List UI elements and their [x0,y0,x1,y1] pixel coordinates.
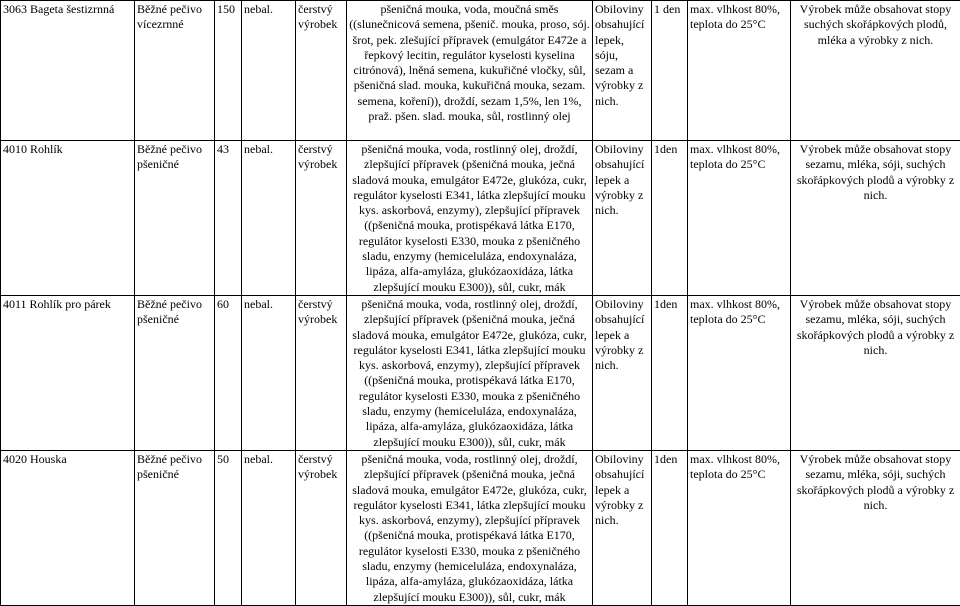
product-allergens: Obiloviny obsahující lepek a výrobky z nich. [593,451,652,606]
product-type: čerstvý výrobek [296,141,347,296]
product-shelf-life: 1den [652,141,688,296]
product-packaging: nebal. [242,451,296,606]
table-row [1,141,960,296]
table-row [1,451,960,606]
product-allergens: Obiloviny obsahující lepek a výrobky z nich. [593,141,652,296]
product-weight: 60 [215,296,242,451]
product-shelf-life: 1den [652,296,688,451]
product-may-contain: Výrobek může obsahovat stopy sezamu, mléka, sóji, suchých skořápkových plodů a výrobky z nich. [791,141,960,296]
product-category: Běžné pečivo pšeničné [135,141,215,296]
product-category: Běžné pečivo pšeničné [135,296,215,451]
product-weight: 43 [215,141,242,296]
product-code-name: 4020 Houska [1,451,135,606]
product-code-name: 4011 Rohlík pro párek [1,296,135,451]
product-composition: pšeničná mouka, voda, moučná směs ((slunečnicová semena, pšenič. mouka, proso, sój. šrot, pek. zlešující přípravek (emulgátor E472e a řepkový lecitin, regulátor kyselosti kyselina citrónová), lněná semena, kukuřičné vločky, sůl, pšeničná slad. mouka, kukuřičná mouka, sezam. semena, koření)), droždí, sezam 1,5%, len 1%, praž. pšen. slad. mouka, sůl, rostlinný olej [347,1,593,141]
product-category: Běžné pečivo vícezrnné [135,1,215,141]
product-composition: pšeničná mouka, voda, rostlinný olej, droždí, zlepšující přípravek (pšeničná mouka, ječná sladová mouka, emulgátor E472e, glukóza, cukr, regulátor kyselosti E341, látka zlepšující mouku kys. askorbová, enzymy), zlepšující přípravek ((pšeničná mouka, protispékavá látka E170, regulátor kyselosti E330, mouka z pšeničného sladu, enzymy (hemiceluláza, endoxynaláza, lipáza, alfa-amyláza, glukózaoxidáza, látka zlepšující mouku E300)), sůl, cukr, mák [347,451,593,606]
product-weight: 150 [215,1,242,141]
product-weight: 50 [215,451,242,606]
table-row [1,296,960,451]
product-may-contain: Výrobek může obsahovat stopy suchých skořápkových plodů, mléka a výrobky z nich. [791,1,960,141]
product-storage: max. vlhkost 80%, teplota do 25°C [688,141,791,296]
product-composition: pšeničná mouka, voda, rostlinný olej, droždí, zlepšující přípravek (pšeničná mouka, ječná sladová mouka, emulgátor E472e, glukóza, cukr, regulátor kyselosti E341, látka zlepšující mouku kys. askorbová, enzymy), zlepšující přípravek ((pšeničná mouka, protispékavá látka E170, regulátor kyselosti E330, mouka z pšeničného sladu, enzymy (hemiceluláza, endoxynaláza, lipáza, alfa-amyláza, glukózaoxidáza, látka zlepšující mouku E300)), sůl, cukr, mák [347,296,593,451]
product-type: čerstvý výrobek [296,296,347,451]
product-may-contain: Výrobek může obsahovat stopy sezamu, mléka, sóji, suchých skořápkových plodů a výrobky z nich. [791,451,960,606]
product-type: čerstvý výrobek [296,1,347,141]
product-composition: pšeničná mouka, voda, rostlinný olej, droždí, zlepšující přípravek (pšeničná mouka, ječná sladová mouka, emulgátor E472e, glukóza, cukr, regulátor kyselosti E341, látka zlepšující mouku kys. askorbová, enzymy), zlepšující přípravek ((pšeničná mouka, protispékavá látka E170, regulátor kyselosti E330, mouka z pšeničného sladu, enzymy (hemiceluláza, endoxynaláza, lipáza, alfa-amyláza, glukózaoxidáza, látka zlepšující mouku E300)), sůl, cukr, mák [347,141,593,296]
product-allergens: Obiloviny obsahující lepek, sóju, sezam a výrobky z nich. [593,1,652,141]
product-code-name: 3063 Bageta šestizrnná [1,1,135,141]
product-category: Běžné pečivo pšeničné [135,451,215,606]
product-packaging: nebal. [242,141,296,296]
product-storage: max. vlhkost 80%, teplota do 25°C [688,451,791,606]
table-row [1,1,960,141]
product-storage: max. vlhkost 80%, teplota do 25°C [688,1,791,141]
product-storage: max. vlhkost 80%, teplota do 25°C [688,296,791,451]
product-shelf-life: 1den [652,451,688,606]
product-shelf-life: 1 den [652,1,688,141]
product-packaging: nebal. [242,1,296,141]
product-type: čerstvý výrobek [296,451,347,606]
product-code-name: 4010 Rohlík [1,141,135,296]
product-allergens: Obiloviny obsahující lepek a výrobky z nich. [593,296,652,451]
product-may-contain: Výrobek může obsahovat stopy sezamu, mléka, sóji, suchých skořápkových plodů a výrobky z nich. [791,296,960,451]
product-packaging: nebal. [242,296,296,451]
